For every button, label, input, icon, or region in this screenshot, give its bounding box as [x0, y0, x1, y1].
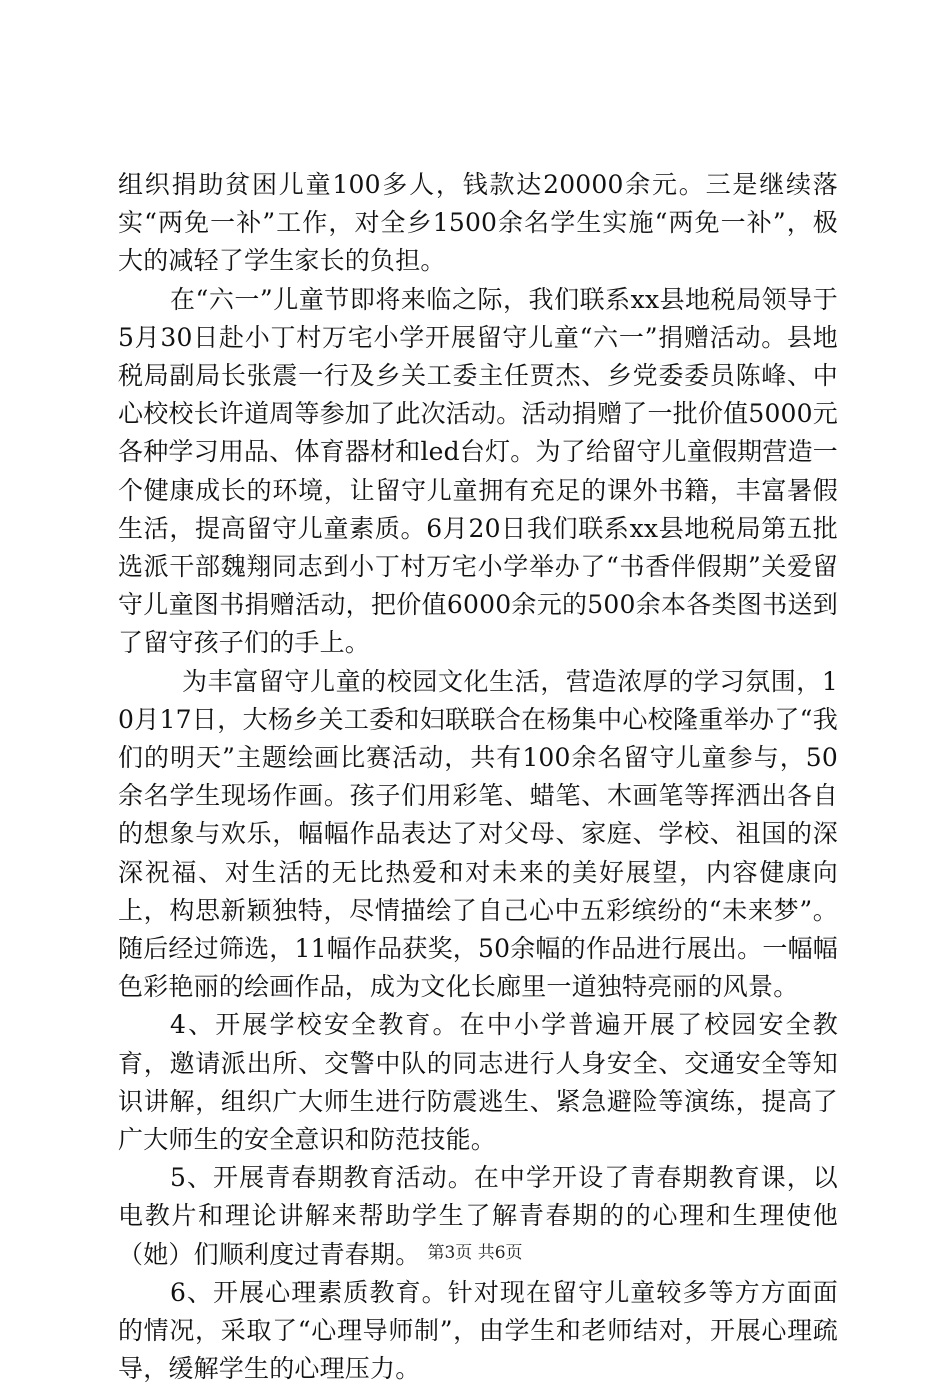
- document-body: [118, 166, 838, 1389]
- paragraph-continuation: 组织捐助贫困儿童100多人，钱款达20000余元。三是继续落实“两免一补”工作，对全乡1500余名学生实施“两免一补”，极大的减轻了学生家长的负担。: [118, 170, 838, 276]
- paragraph-children-day-donation: 在“六一”儿童节即将来临之际，我们联系xx县地税局领导于5月30日赴小丁村万宅小学开展留守儿童“六一”捐赠活动。县地税局副局长张震一行及乡关工委主任贾杰、乡党委委员陈峰、中心校校长许道周等参加了此次活动。活动捐赠了一批价值5000元各种学习用品、体育器材和led台灯。为了给留守儿童假期营造一个健康成长的环境，让留守儿童拥有充足的课外书籍，丰富暑假生活，提高留守儿童素质。6月20日我们联系xx县地税局第五批选派干部魏翔同志到小丁村万宅小学举办了“书香伴假期”关爱留守儿童图书捐赠活动，把价值6000余元的500余本各类图书送到了留守孩子们的手上。: [118, 284, 838, 658]
- paragraph-painting-contest: 为丰富留守儿童的校园文化生活，营造浓厚的学习氛围，10月17日，大杨乡关工委和妇联联合在杨集中心校隆重举办了“我们的明天”主题绘画比赛活动，共有100余名留守儿童参与，50余名学生现场作画。孩子们用彩笔、蜡笔、木画笔等挥洒出各自的想象与欢乐，幅幅作品表达了对父母、家庭、学校、祖国的深深祝福、对生活的无比热爱和对未来的美好展望，内容健康向上，构思新颖独特，尽情描绘了自己心中五彩缤纷的“未来梦”。随后经过筛选，11幅作品获奖，50余幅的作品进行展出。一幅幅色彩艳丽的绘画作品，成为文化长廊里一道独特亮丽的风景。: [118, 666, 838, 1002]
- paragraph-adolescence-education: 5、开展青春期教育活动。在中学开设了青春期教育课，以电教片和理论讲解来帮助学生了解青春期的的心理和生理使他（她）们顺利度过青春期。: [118, 1163, 838, 1269]
- paragraph-psychological-education: 6、开展心理素质教育。针对现在留守儿童较多等方方面面的情况，采取了“心理导师制”，由学生和老师结对，开展心理疏导，缓解学生的心理压力。: [118, 1277, 838, 1384]
- page-number-footer: 第3页 共6页: [427, 1243, 523, 1263]
- paragraph-safety-education: 4、开展学校安全教育。在中小学普遍开展了校园安全教育，邀请派出所、交警中队的同志进行人身安全、交通安全等知识讲解，组织广大师生进行防震逃生、紧急避险等演练，提高了广大师生的安全意识和防范技能。: [118, 1010, 838, 1155]
